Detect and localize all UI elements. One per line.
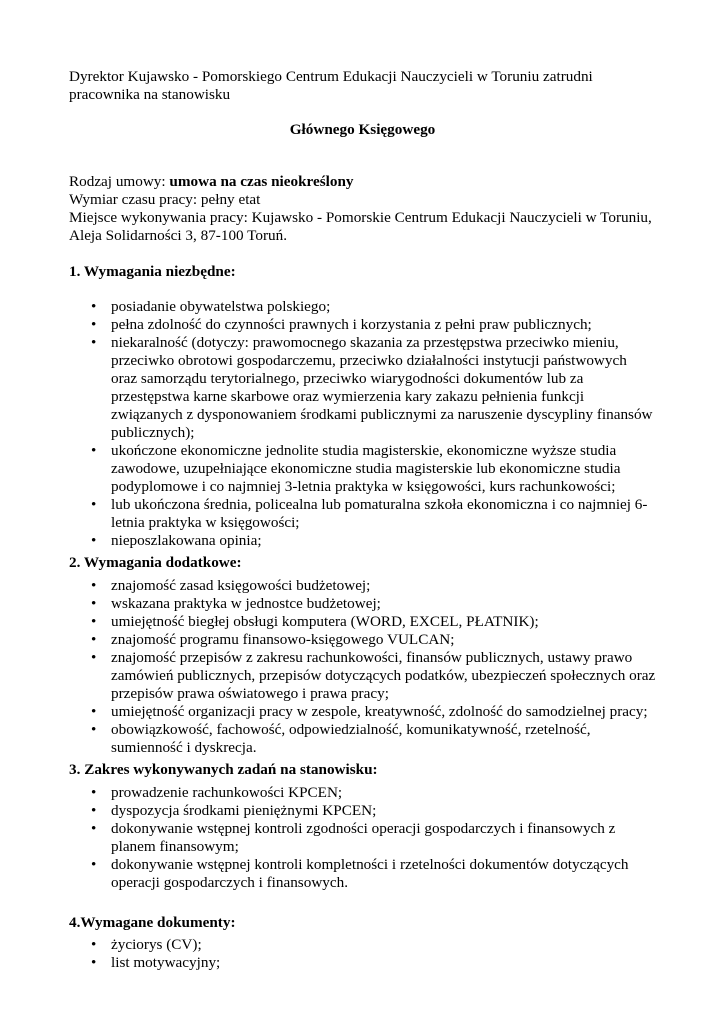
bullet-icon: •: [91, 856, 97, 873]
list-item: • posiadanie obywatelstwa polskiego;: [91, 298, 331, 315]
work-time: Wymiar czasu pracy: pełny etat: [69, 191, 261, 208]
bullet-icon: •: [91, 703, 97, 720]
bullet-icon: •: [91, 316, 97, 333]
bullet-icon: •: [91, 631, 97, 648]
bullet-icon: •: [91, 496, 97, 513]
list-item: • życiorys (CV);: [91, 936, 202, 953]
contract-type: [69, 173, 656, 191]
list-item: • prowadzenie rachunkowości KPCEN;: [91, 784, 343, 801]
documents-list: [69, 936, 656, 972]
bullet-icon: •: [91, 442, 97, 459]
section-heading-required: 1. Wymagania niezbędne:: [69, 263, 236, 280]
list-item: • pełna zdolność do czynności prawnych i korzystania z pełni praw publicznych;: [91, 316, 592, 333]
additional-list: [69, 577, 656, 757]
list-item: • umiejętność organizacji pracy w zespole, kreatywność, zdolność do samodzielnej pracy;: [91, 703, 648, 720]
bullet-icon: •: [91, 820, 97, 837]
list-item: • lub ukończona średnia, policealna lub pomaturalna szkoła ekonomiczna i co najmniej 6-letnia praktyka w księgowości;: [91, 496, 648, 531]
bullet-icon: •: [91, 802, 97, 819]
list-item: • znajomość programu finansowo-księgowego VULCAN;: [91, 631, 455, 648]
bullet-icon: •: [91, 532, 97, 549]
bullet-icon: •: [91, 954, 97, 971]
contract-type-value: umowa na czas nieokreślony: [169, 173, 354, 190]
list-item: • wskazana praktyka w jednostce budżetowej;: [91, 595, 381, 612]
list-item: • dokonywanie wstępnej kontroli kompletności i rzetelności dokumentów dotyczących operacji gospodarczych i finansowych.: [91, 856, 629, 891]
contract-details: [69, 173, 656, 245]
bullet-icon: •: [91, 595, 97, 612]
list-item: • umiejętność biegłej obsługi komputera (WORD, EXCEL, PŁATNIK);: [91, 613, 539, 630]
section-heading-additional: 2. Wymagania dodatkowe:: [69, 554, 242, 571]
required-list: [69, 298, 656, 550]
section-heading-duties: 3. Zakres wykonywanych zadań na stanowisku:: [69, 761, 378, 778]
bullet-icon: •: [91, 577, 97, 594]
list-item: • znajomość zasad księgowości budżetowej;: [91, 577, 371, 594]
position-title: Głównego Księgowego: [289, 121, 436, 138]
bullet-icon: •: [91, 721, 97, 738]
list-item: • ukończone ekonomiczne jednolite studia magisterskie, ekonomiczne wyższe studia zawodowe, uzupełniające ekonomiczne studia magisterskie lub ekonomiczne studia podyplomowe i co najmniej 3-letnia praktyka w księgowości, kurs rachunkowości;: [91, 442, 621, 495]
list-item: • znajomość przepisów z zakresu rachunkowości, finansów publicznych, ustawy prawo zamówień publicznych, przepisów dotyczących podatków, ubezpieczeń społecznych oraz przepisów prawa oświatowego i prawa pracy;: [91, 649, 656, 702]
list-item: • list motywacyjny;: [91, 954, 221, 971]
bullet-icon: •: [91, 649, 97, 666]
bullet-icon: •: [91, 298, 97, 315]
section-heading-documents: 4.Wymagane dokumenty:: [69, 914, 236, 931]
list-item: • dokonywanie wstępnej kontroli zgodności operacji gospodarczych i finansowych z planem finansowym;: [91, 820, 616, 855]
intro-paragraph: Dyrektor Kujawsko - Pomorskiego Centrum Edukacji Nauczycieli w Toruniu zatrudni pracownika na stanowisku: [69, 68, 593, 103]
list-item: • dyspozycja środkami pieniężnymi KPCEN;: [91, 802, 377, 819]
bullet-icon: •: [91, 334, 97, 351]
work-place: Miejsce wykonywania pracy: Kujawsko - Pomorskie Centrum Edukacji Nauczycieli w Toruniu, Aleja Solidarności 3, 87-100 Toruń.: [69, 209, 652, 244]
bullet-icon: •: [91, 784, 97, 801]
list-item: • obowiązkowość, fachowość, odpowiedzialność, komunikatywność, rzetelność, sumienność i dyskrecja.: [91, 721, 591, 756]
bullet-icon: •: [91, 936, 97, 953]
contract-type-label: Rodzaj umowy:: [69, 173, 170, 190]
list-item: • nieposzlakowana opinia;: [91, 532, 262, 549]
list-item: • niekaralność (dotyczy: prawomocnego skazania za przestępstwa przeciwko mieniu, przeciwko obrotowi gospodarczemu, przeciwko działalności instytucji państwowych oraz samorządu terytorialnego, przeciwko wiarygodności dokumentów lub za przestępstwa karne skarbowe oraz wymierzenia kary zakazu pełnienia funkcji związanych z dysponowaniem środkami publicznymi za naruszenie dyscypliny finansów publicznych);: [91, 334, 653, 441]
bullet-icon: •: [91, 613, 97, 630]
duties-list: [69, 784, 656, 892]
